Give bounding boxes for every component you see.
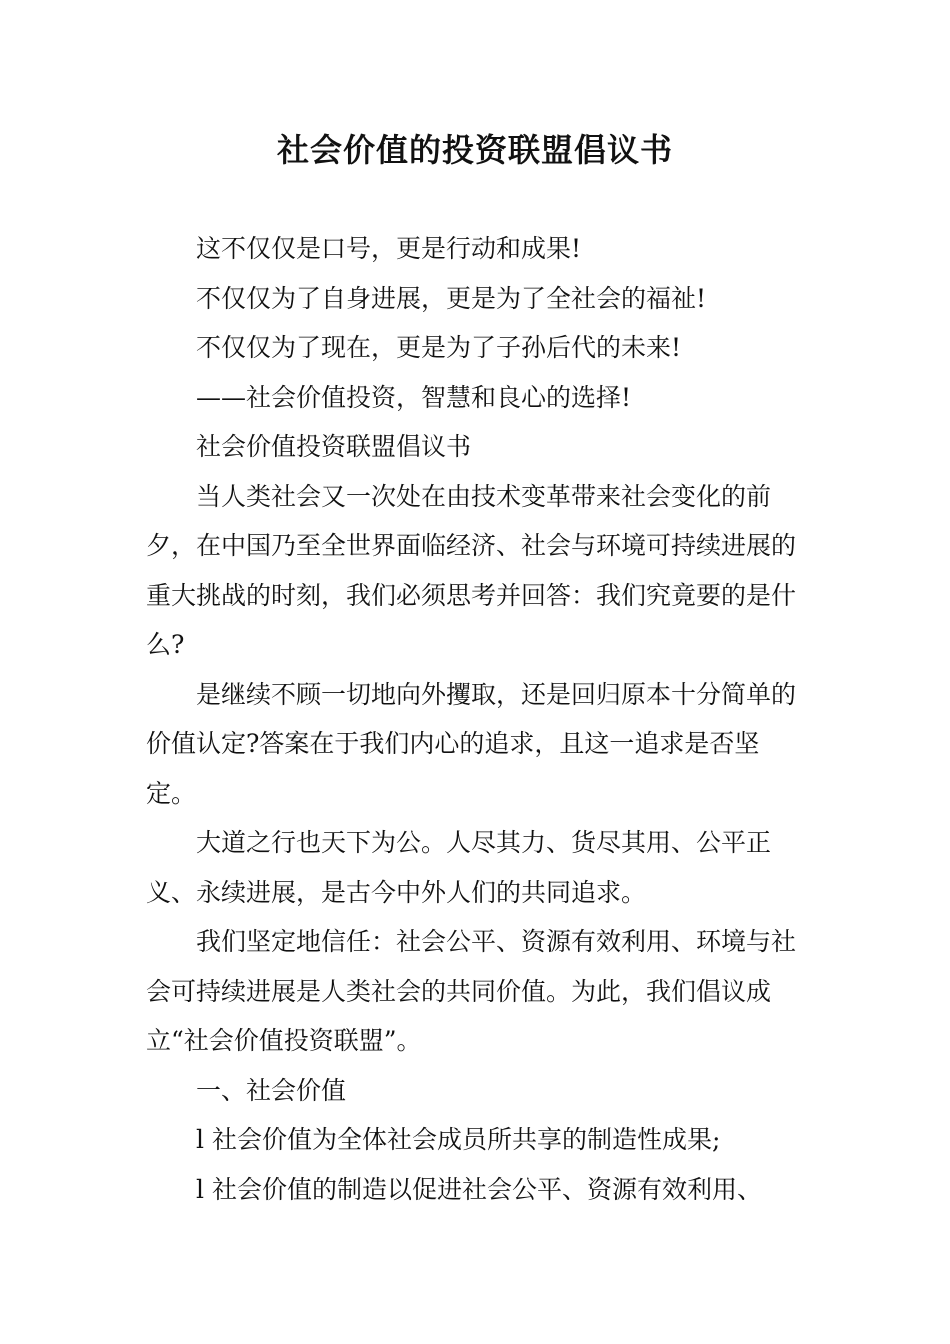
list-item-1: l 社会价值为全体社会成员所共享的制造性成果; [196, 1125, 721, 1154]
paragraph-4: ——社会价值投资，智慧和良心的选择! [196, 382, 632, 412]
section-heading-1: 一、社会价值 [196, 1075, 347, 1105]
paragraph-5: 社会价值投资联盟倡议书 [196, 432, 472, 461]
document-title: 社会价值的投资联盟倡议书 [276, 131, 673, 169]
paragraph-8: 大道之行也天下为公。人尽其力、货尽其用、公平正义、永续进展，是古今中外人们的共同追求。 [146, 828, 772, 907]
paragraph-7: 是继续不顾一切地向外攫取，还是回归原本十分简单的价值认定?答案在于我们内心的追求，且这一追求是否坚定。 [146, 679, 797, 808]
paragraph-3: 不仅仅为了现在，更是为了子孙后代的未来! [196, 333, 682, 362]
paragraph-9: 我们坚定地信任：社会公平、资源有效利用、环境与社会可持续进展是人类社会的共同价值。为此，我们倡议成立“社会价值投资联盟”。 [146, 927, 797, 1055]
paragraph-2: 不仅仅为了自身进展，更是为了全社会的福祉! [196, 283, 707, 313]
paragraph-6: 当人类社会又一次处在由技术变革带来社会变化的前夕，在中国乃至全世界面临经济、社会与环境可持续进展的重大挑战的时刻，我们必须思考并回答：我们究竟要的是什么? [146, 481, 797, 659]
paragraph-1: 这不仅仅是口号，更是行动和成果! [196, 234, 582, 263]
list-item-2: l 社会价值的制造以促进社会公平、资源有效利用、 [196, 1174, 762, 1204]
document-body [146, 224, 808, 1214]
